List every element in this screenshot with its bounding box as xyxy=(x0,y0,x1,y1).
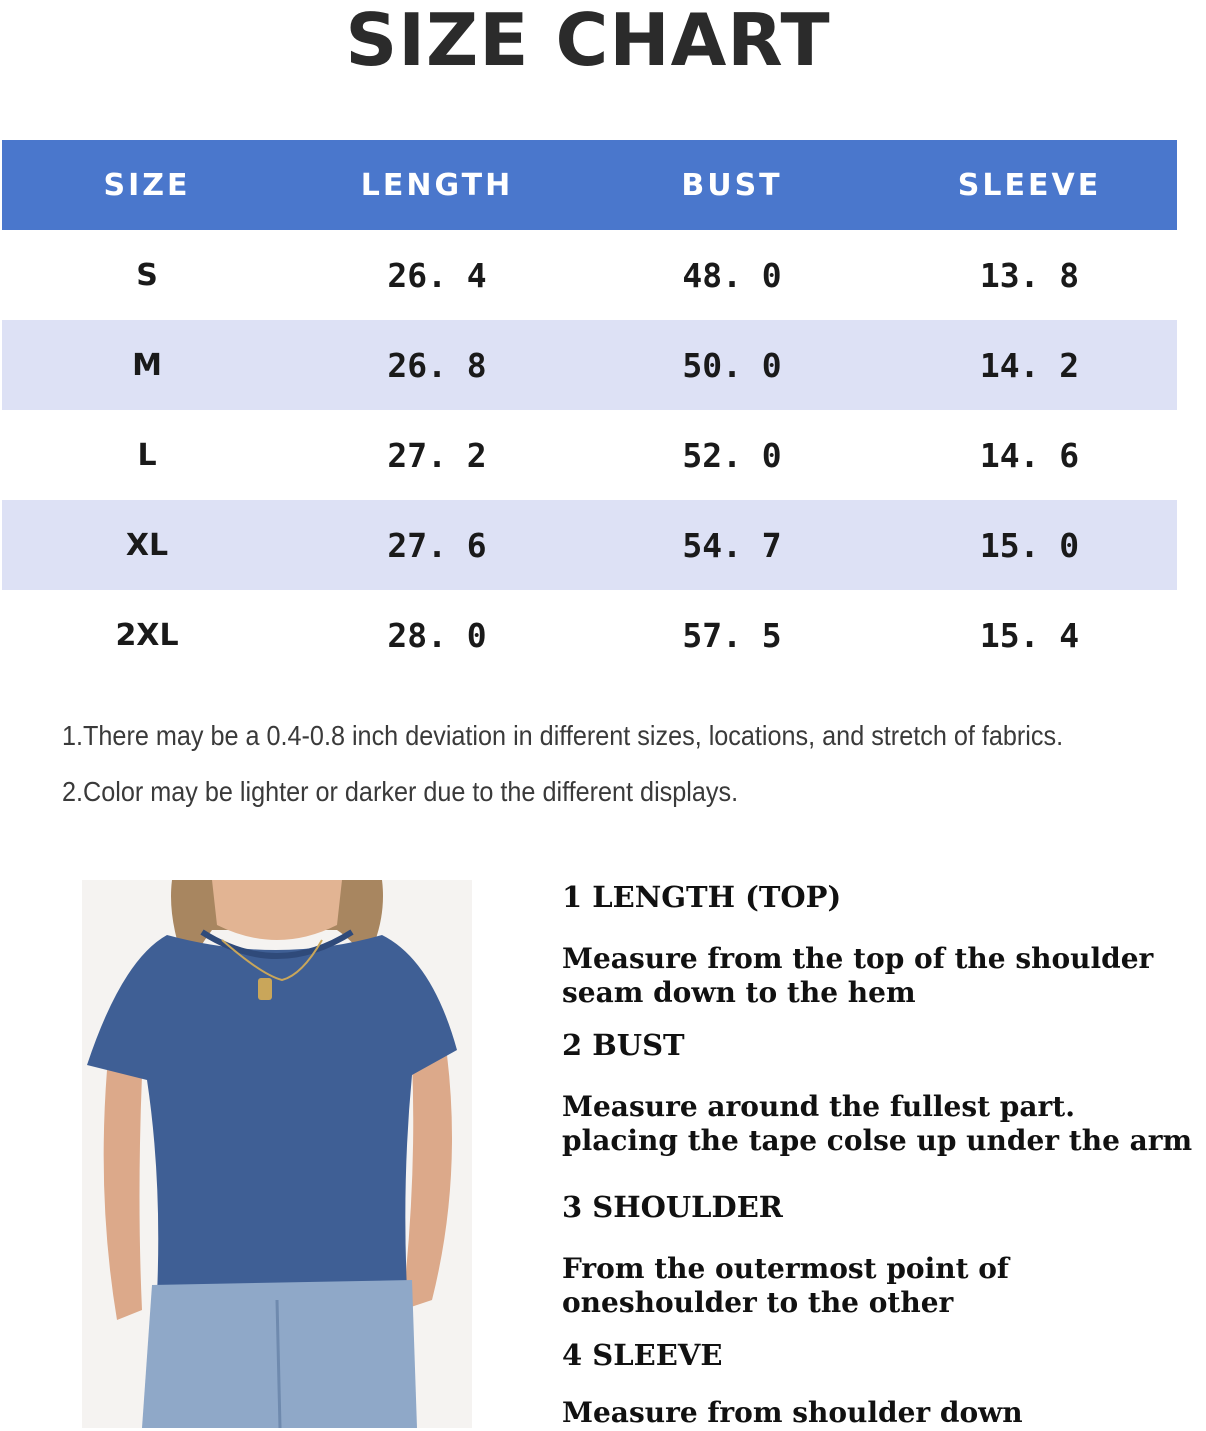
length-cell: 26. 8 xyxy=(387,345,487,385)
bust-cell: 50. 0 xyxy=(682,345,782,385)
instr-body-length xyxy=(562,922,1206,1028)
table-row xyxy=(2,230,1177,320)
size-cell: S xyxy=(136,257,158,293)
model-illustration xyxy=(82,880,472,1428)
model-photo xyxy=(82,880,472,1428)
table-row xyxy=(2,590,1177,680)
bust-cell: 57. 5 xyxy=(682,615,782,655)
pendant xyxy=(258,978,272,1000)
instr-text: Measure around the fullest part. xyxy=(562,1090,1075,1123)
bust-cell: 52. 0 xyxy=(682,435,782,475)
sleeve-cell: 13. 8 xyxy=(979,255,1080,295)
header-size: SIZE xyxy=(103,167,191,203)
sleeve-cell: 15. 4 xyxy=(979,615,1080,655)
page-title: SIZE CHART xyxy=(345,0,831,82)
table-row xyxy=(2,500,1177,590)
arm-left xyxy=(104,1070,142,1320)
instr-text: Measure from the top of the shoulder xyxy=(562,942,1154,975)
table-row xyxy=(2,410,1177,500)
header-bust: BUST xyxy=(681,167,783,203)
bust-cell: 54. 7 xyxy=(682,525,782,565)
size-cell: XL xyxy=(125,527,169,563)
instr-block-shoulder xyxy=(562,1190,1206,1232)
header-sleeve: SLEEVE xyxy=(957,167,1102,203)
instr-text: From the outermost point of xyxy=(562,1252,1009,1285)
note-color: 2.Color may be lighter or darker due to the different displays. xyxy=(62,776,739,807)
instr-block-sleeve xyxy=(562,1338,1206,1380)
instr-body-bust xyxy=(562,1070,1206,1190)
instr-body-sleeve xyxy=(562,1380,1206,1430)
table-row xyxy=(2,320,1177,410)
instr-block-bust xyxy=(562,1028,1206,1070)
neck-shape xyxy=(212,880,342,940)
instr-body-shoulder xyxy=(562,1232,1206,1338)
instr-text: seam down to the hem xyxy=(562,976,916,1009)
instr-heading-length: 1 LENGTH (TOP) xyxy=(562,880,842,914)
note-deviation: 1.There may be a 0.4-0.8 inch deviation in different sizes, locations, and stretch of fabrics. xyxy=(62,720,1064,751)
length-cell: 26. 4 xyxy=(387,255,487,295)
sleeve-cell: 15. 0 xyxy=(979,525,1080,565)
instr-text: oneshoulder to the other xyxy=(562,1286,954,1319)
length-cell: 27. 6 xyxy=(387,525,487,565)
instr-heading-sleeve: 4 SLEEVE xyxy=(562,1338,723,1372)
sleeve-cell: 14. 6 xyxy=(979,435,1080,475)
sleeve-cell: 14. 2 xyxy=(979,345,1080,385)
length-cell: 27. 2 xyxy=(387,435,487,475)
instr-text: Measure from shoulder down xyxy=(562,1396,1023,1429)
instr-text: placing the tape colse up under the arm xyxy=(562,1124,1193,1157)
table-header-row xyxy=(2,140,1177,230)
size-cell: L xyxy=(137,437,157,473)
size-cell: 2XL xyxy=(115,617,179,653)
bust-cell: 48. 0 xyxy=(682,255,782,295)
instr-block-length xyxy=(562,880,1206,922)
length-cell: 28. 0 xyxy=(387,615,487,655)
instr-heading-bust: 2 BUST xyxy=(562,1028,685,1062)
size-cell: M xyxy=(132,347,162,383)
header-length: LENGTH xyxy=(360,167,514,203)
size-table xyxy=(2,140,1177,680)
instr-heading-shoulder: 3 SHOULDER xyxy=(562,1190,783,1224)
notes xyxy=(62,712,1064,824)
measurement-instructions xyxy=(562,880,1206,1430)
